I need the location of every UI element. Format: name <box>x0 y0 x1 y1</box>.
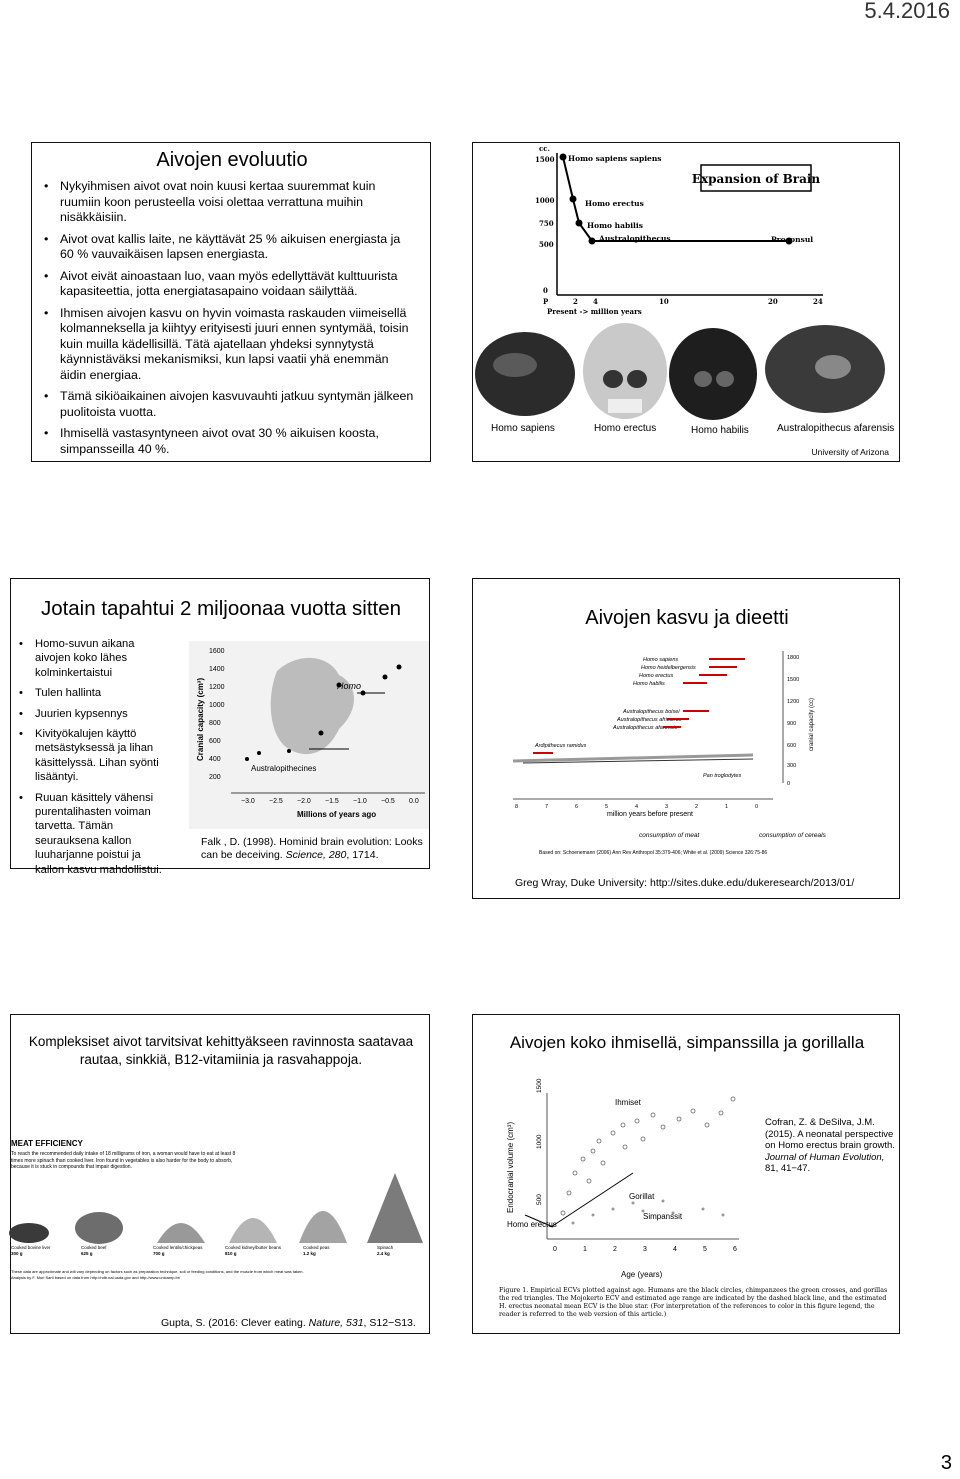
reference-line: 81, 41−47. <box>765 1163 811 1174</box>
right-label: cranial capacity (cc) <box>809 697 815 751</box>
diet-chart <box>513 651 883 861</box>
x-tick: 5 <box>605 804 609 810</box>
food-item <box>81 1245 141 1256</box>
food-amount: 300 g <box>11 1250 23 1256</box>
reference-pages: , S12−S13. <box>363 1317 416 1329</box>
x-tick: 1 <box>583 1246 587 1253</box>
pile-liver <box>9 1223 49 1243</box>
pile-lentils <box>157 1223 205 1243</box>
bullet-item: • Tämä sikiöaikainen aivojen kasvuvauhti jatkuu syntymän jälkeen puolitoista vuotta. <box>42 389 414 420</box>
x-tick: −0.5 <box>381 798 395 805</box>
slide-title: Jotain tapahtui 2 miljoonaa vuotta sitten <box>40 597 402 620</box>
slide-kompleksiset-aivot <box>10 1014 430 1334</box>
slide-title: Aivojen kasvu ja dieetti <box>585 607 789 629</box>
slide-aivojen-kasvu-ja-dieetti <box>472 578 900 899</box>
species-label: Australopithecus afarensis <box>613 725 678 731</box>
x-tick: 2 <box>695 804 699 810</box>
species-label: Homo habilis <box>633 681 665 687</box>
reference-pages: , 1714. <box>346 849 379 861</box>
food-amount: 625 g <box>81 1250 93 1256</box>
group-label: Gorillat <box>629 1192 655 1201</box>
credit: Greg Wray, Duke University: http://sites.duke.edu/dukeresearch/2013/01/ <box>515 877 855 889</box>
skull-photos <box>473 319 901 429</box>
x-tick: 1 <box>725 804 729 810</box>
bullet-item: • Ihmisellä vastasyntyneen aivot ovat 30 % aikuisen koosta, simpansseilla 40 %. <box>42 426 414 457</box>
pile-spinach <box>367 1173 423 1243</box>
reference-line: (2015). A neonatal perspective <box>765 1128 894 1140</box>
point-label: Homo erectus <box>585 199 644 208</box>
bullet-item: • Tulen hallinta <box>17 686 173 700</box>
y-tick: 500 <box>539 240 554 249</box>
food-name: Cooked bovine liver <box>11 1245 51 1250</box>
bullet-item: • Kivityökalujen käyttö metsästyksessä ja lihan käsittelyssä. Lihan syönti lisääntyi. <box>17 727 173 785</box>
right-tick: 900 <box>787 721 797 727</box>
x-tick: 10 <box>659 297 669 306</box>
y-tick: 1000 <box>209 702 225 709</box>
food-amount: 810 g <box>225 1250 237 1256</box>
food-item <box>11 1245 71 1256</box>
x-tick: −1.5 <box>325 798 339 805</box>
x-tick: 4 <box>593 297 598 306</box>
skull-label: Homo erectus <box>594 423 657 434</box>
right-tick: 600 <box>787 743 797 749</box>
y-label: Cranial capacity (cm³) <box>196 677 205 761</box>
header-date: 5.4.2016 <box>864 0 950 23</box>
x-tick: 6 <box>575 804 579 810</box>
page-number: 3 <box>940 1452 952 1474</box>
y-tick: 800 <box>209 720 221 727</box>
x-tick: 2 <box>613 1246 617 1253</box>
food-amount: 2.4 kg <box>377 1250 390 1256</box>
y-tick: 500 <box>536 1194 543 1205</box>
x-tick: 8 <box>515 804 519 810</box>
x-tick: −2.5 <box>269 798 283 805</box>
pointer-line <box>551 1173 633 1227</box>
bullet-item: • Aivot eivät ainoastaan luo, vaan myös edellyttävät kulttuurista kapasiteettia, jotta energiatasapaino voidaan säilyttää. <box>42 269 414 300</box>
bullet-item: • Nykyihmisen aivot ovat noin kuusi kertaa suuremmat kuin ruumiin koon perusteella voisi olettaa verrattuna muihin nisäkkäisiin. <box>42 179 414 226</box>
chart-title: Expansion of Brain <box>691 172 821 186</box>
y-tick: 1000 <box>535 196 555 205</box>
right-tick: 1500 <box>787 677 800 683</box>
point-label: Proconsul <box>771 235 814 244</box>
expansion-chart <box>473 143 901 323</box>
x-tick: 0.0 <box>409 798 419 805</box>
credit: University of Arizona <box>811 447 889 457</box>
x-tick: 3 <box>665 804 669 810</box>
y-tick: 200 <box>209 774 221 781</box>
group-label: Ihmiset <box>615 1098 641 1107</box>
right-tick: 1800 <box>787 655 800 661</box>
species-label: Australopithecus boisei <box>623 709 680 715</box>
species-label: Homo heidelbergensis <box>641 665 696 671</box>
based-on: Based on: Schoenemann (2006) Ann Rev Anthropol 35:379-406; White et al. (2009) Science 326:75-86 <box>539 850 768 856</box>
skull-label: Homo sapiens <box>491 423 555 434</box>
species-label: Ardipithecus ramidus <box>535 743 587 749</box>
right-tick: 0 <box>787 781 791 787</box>
x-tick: 0 <box>755 804 759 810</box>
bullet-item: • Homo-suvun aikana aivojen koko lähes kolminkertaistui <box>17 637 173 680</box>
y-tick: 750 <box>539 219 554 228</box>
x-tick: 7 <box>545 804 549 810</box>
x-tick: 20 <box>768 297 778 306</box>
footnote: These data are approximate and will vary depending on factors such as preparation technique, soil or feeding conditions, and the muscle from which meat was taken. <box>11 1269 304 1274</box>
skull-label: Australopithecus afarensis <box>777 423 895 434</box>
x-tick: 24 <box>813 297 823 306</box>
species-label: Australopithecus africanus <box>617 717 682 723</box>
x-tick: 6 <box>733 1246 737 1253</box>
x-tick: 3 <box>643 1246 647 1253</box>
food-item <box>303 1245 363 1256</box>
point-homo-sapiens <box>560 154 567 161</box>
bullet-list <box>17 637 173 883</box>
species-label: Pan troglodytes <box>703 773 742 779</box>
food-name: Cooked peas <box>303 1245 330 1250</box>
legend-meat: consumption of meat <box>639 832 700 839</box>
point-label: Australopithecus <box>599 234 671 243</box>
food-piles <box>7 1173 431 1245</box>
slide-aivojen-koko <box>472 1014 900 1334</box>
y-tick: 1200 <box>209 684 225 691</box>
cranial-capacity-chart <box>189 641 429 829</box>
reference <box>201 836 433 862</box>
x-tick: −3.0 <box>241 798 255 805</box>
reference <box>161 1317 416 1329</box>
reference-text: Falk , D. (1998). Hominid brain evolution: Looks can be deceiving. <box>201 836 423 861</box>
y-tick: 400 <box>209 756 221 763</box>
pile-peas <box>299 1211 347 1243</box>
bullet-item: • Juurien kypsennys <box>17 707 173 721</box>
y-tick: 1600 <box>209 648 225 655</box>
reference <box>765 1117 899 1175</box>
bullet-list <box>42 179 414 463</box>
legend-cereals: consumption of cereals <box>759 832 826 839</box>
slide-aivojen-evoluutio <box>31 142 431 462</box>
x-label: million years before present <box>607 811 693 818</box>
slide-title: Aivojen evoluutio <box>156 149 308 171</box>
group-label: Homo erectus <box>507 1220 557 1229</box>
right-tick: 1200 <box>787 699 800 705</box>
infographic-title: MEAT EFFICIENCY <box>11 1139 83 1148</box>
food-name: Spinach <box>377 1245 394 1250</box>
slide-jotain-tapahtui <box>10 578 430 876</box>
y-tick: 600 <box>209 738 221 745</box>
point-australopithecus <box>589 238 596 245</box>
ecv-chart <box>503 1063 743 1293</box>
meat-efficiency-infographic <box>7 1139 431 1265</box>
x-tick: 4 <box>673 1246 677 1253</box>
x-tick: 4 <box>635 804 639 810</box>
skull-label: Homo habilis <box>691 425 749 436</box>
bullet-item: • Ihmisen aivojen kasvu on hyvin voimasta raskauden viimeisellä kolmanneksella ja kiihtyy erityisesti juuri ennen syntymää, toisin kuin muilla kädellisillä. Tätä ajatellaan yhdeksi synnytystä käynnistäväksi mekanismiksi, kun lapsi vaatii yhä enemmän äidin energiaa. <box>42 306 414 384</box>
food-item <box>153 1245 219 1256</box>
x-tick: P <box>543 297 549 306</box>
food-name: Cooked beef <box>81 1245 107 1250</box>
food-name: Cooked kidney/butter beans <box>225 1245 282 1250</box>
reference-journal: Science, 280 <box>285 849 347 861</box>
pile-beef <box>75 1212 123 1244</box>
point-homo-erectus <box>570 196 577 203</box>
x-tick: 5 <box>703 1246 707 1253</box>
analysis: Analysis by F. Mori Sarti based on data from http://ndb.nal.usda.gov and http://www.unicamp.br/ <box>11 1275 181 1280</box>
point-label: Homo sapiens sapiens <box>568 154 662 163</box>
reference-journal: Nature, 531 <box>308 1317 364 1329</box>
food-item <box>377 1245 427 1256</box>
reference-text: Gupta, S. (2016: Clever eating. <box>161 1317 309 1329</box>
bullet-item: • Aivot ovat kallis laite, ne käyttävät 25 % aikuisen energiasta ja 60 % vauvaikäisen lapsen energiasta. <box>42 232 414 263</box>
y-tick: 1400 <box>209 666 225 673</box>
slide-expansion-of-brain <box>472 142 900 462</box>
infographic-text: To reach the recommended daily intake of 18 milligrams of iron, a woman would have to eat at least 8 times more spinach than cooked liver. Iron found in vegetables is also harder for the body to absorb, because it is stuck in compounds that impair digestion. <box>11 1151 236 1170</box>
x-tick: 0 <box>553 1246 557 1253</box>
species-label: Homo erectus <box>639 673 674 679</box>
x-label: Millions of years ago <box>297 810 377 819</box>
food-amount: 1.2 kg <box>303 1250 316 1256</box>
skull-homo-habilis <box>669 328 757 420</box>
figure-caption: Figure 1. Empirical ECVs plotted against age. Humans are the black circles, chimpanzees the green crosses, and gorillas the red triangles. The Mojokerto ECV and estimated age range are indicated by the dashed black line, and the estimated H. erectus neonatal mean ECV is the blue star. (For interpretation of the references to color in this figure legend, the reader is referred to the web version of this article.) <box>499 1287 888 1318</box>
point-label: Homo habilis <box>587 221 643 230</box>
y-unit: cc. <box>539 144 550 153</box>
pile-beans <box>229 1218 277 1243</box>
x-tick: −2.0 <box>297 798 311 805</box>
x-caption: Present -> million years <box>547 307 642 316</box>
slide-title: Aivojen koko ihmisellä, simpanssilla ja gorillalla <box>509 1033 865 1052</box>
reference-line: Journal of Human Evolution, <box>765 1151 885 1163</box>
slide-title: Kompleksiset aivot tarvitsivat kehittyäkseen ravinnosta saatavaa rautaa, sinkkiä, B12-vitamiinia ja rasvahappoja. <box>28 1034 414 1067</box>
y-tick: 0 <box>543 286 548 295</box>
x-label: Age (years) <box>621 1270 663 1279</box>
reference-line: on Homo erectus brain growth. <box>765 1140 895 1151</box>
group-label: Australopithecines <box>251 764 317 773</box>
food-item <box>225 1245 291 1256</box>
bullet-item: • Ruuan käsittely vähensi purentalihasten voiman tarvetta. Tämän seurauksena kallon luuharjanne poistui ja kallon kasvu mahdollistui. <box>17 791 173 877</box>
species-label: Homo sapiens <box>643 657 679 663</box>
group-label: Homo <box>337 681 362 691</box>
y-tick: 1500 <box>535 155 555 164</box>
y-tick: 1500 <box>536 1078 543 1093</box>
x-tick: −1.0 <box>353 798 367 805</box>
y-label: Endocranial volume (cm³) <box>506 1121 515 1213</box>
reference-line: Cofran, Z. & DeSilva, J.M. <box>765 1117 875 1128</box>
food-name: Cooked lentils/chickpeas <box>153 1245 203 1250</box>
y-tick: 1000 <box>536 1134 543 1149</box>
right-tick: 300 <box>787 763 797 769</box>
x-tick: 2 <box>573 297 578 306</box>
food-amount: 700 g <box>153 1250 165 1256</box>
point-homo-habilis <box>576 220 583 227</box>
group-label: Simpanssit <box>643 1212 683 1221</box>
